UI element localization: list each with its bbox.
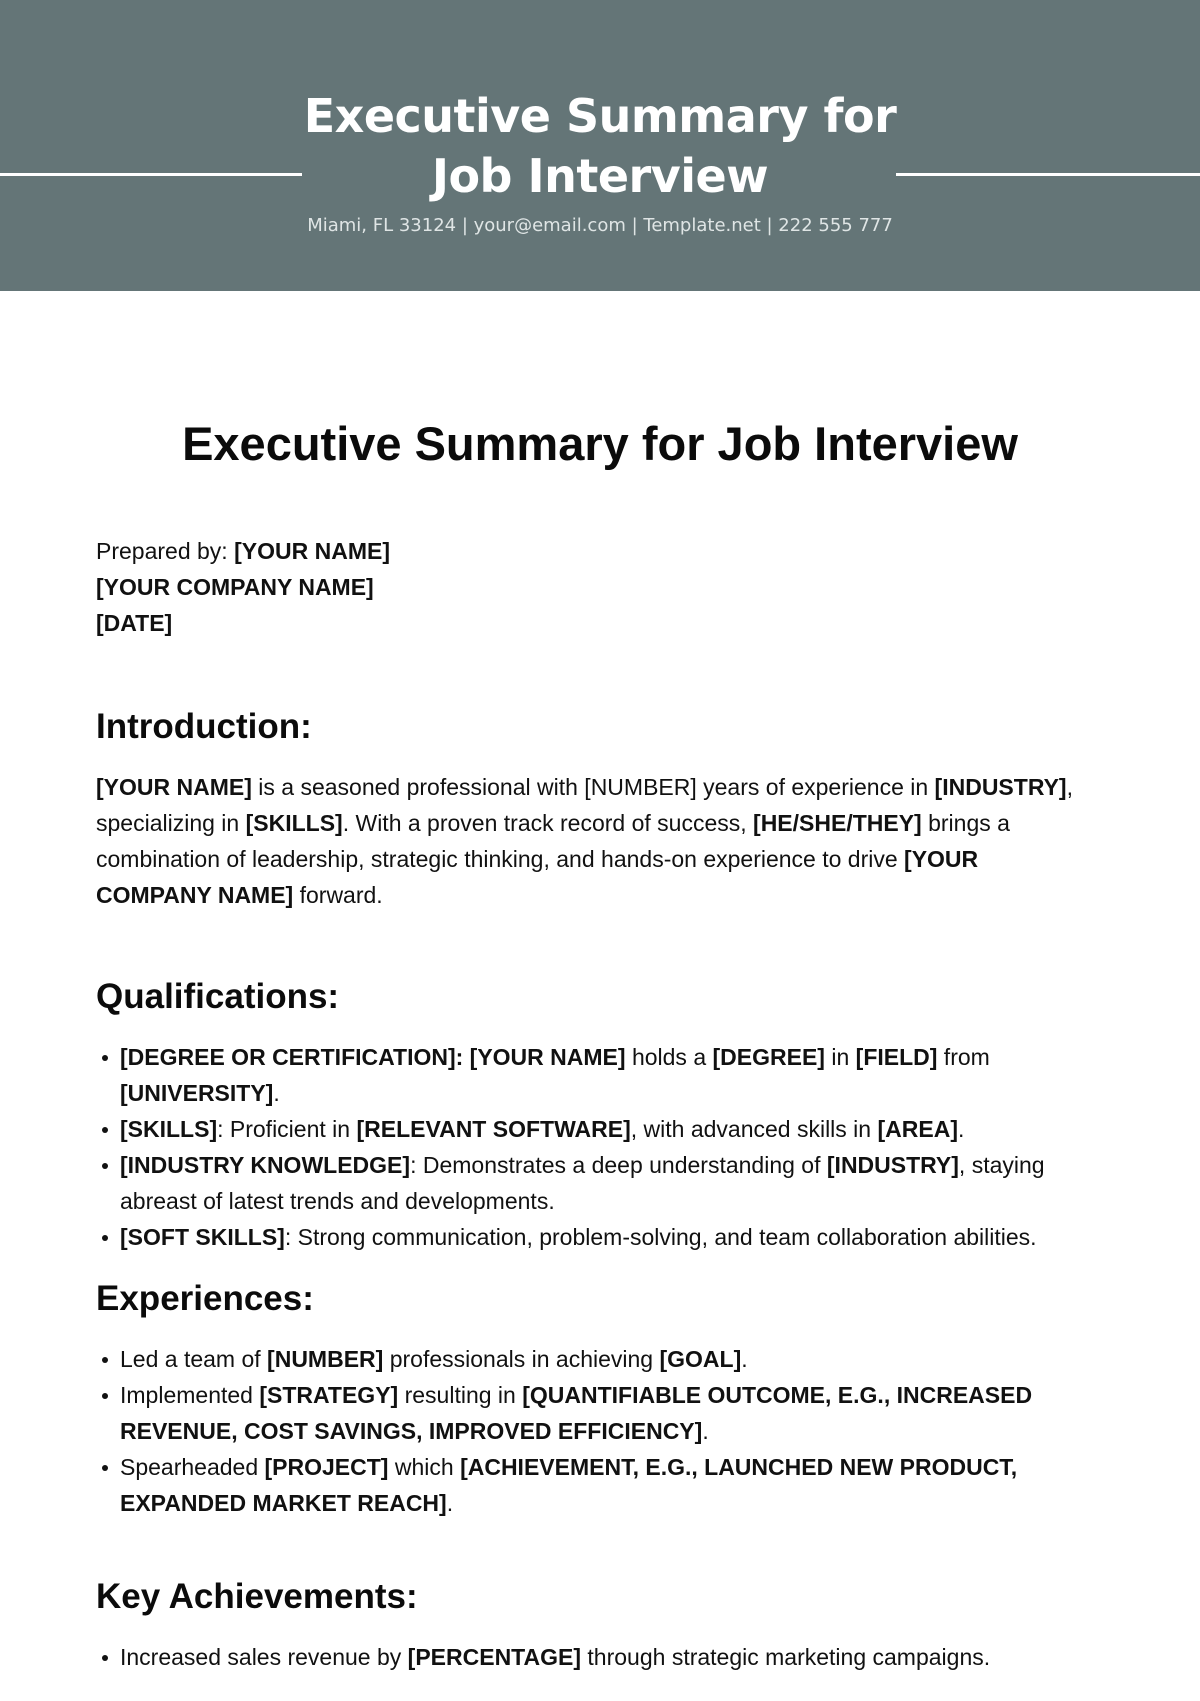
body-text: , staying abreast of latest trends and developments. (120, 1152, 1045, 1214)
list-item (96, 1219, 1096, 1255)
qualifications-list (96, 1039, 1096, 1255)
placeholder-text: [SKILLS] (120, 1116, 218, 1142)
body-text: , specializing in (96, 774, 1073, 836)
body-text: Spearheaded (120, 1454, 265, 1480)
placeholder-text: [QUANTIFIABLE OUTCOME, E.G., INCREASED REVENUE, COST SAVINGS, IMPROVED EFFICIENCY] (120, 1382, 1033, 1444)
placeholder-text: [SKILLS] (245, 810, 343, 836)
placeholder-text: [FIELD] (855, 1044, 938, 1070)
body-text: holds a (625, 1044, 713, 1070)
prepared-by-block (96, 533, 1096, 641)
list-item (96, 1341, 1096, 1377)
placeholder-text: [NUMBER] (267, 1346, 384, 1372)
placeholder-text: [INDUSTRY KNOWLEDGE] (120, 1152, 411, 1178)
body-text: brings a combination of leadership, strategic thinking, and hands-on experience to drive (96, 810, 1010, 872)
body-text: , with advanced skills in (630, 1116, 878, 1142)
list-item (96, 1639, 1096, 1675)
body-text: : Strong communication, problem-solving, and team collaboration abilities. (284, 1224, 1037, 1250)
key-achievements-heading: Key Achievements: (96, 1577, 418, 1616)
placeholder-text: [PERCENTAGE] (407, 1644, 582, 1670)
header-title-line-1: Executive Summary for (303, 89, 897, 143)
header-title (300, 86, 900, 206)
body-text: professionals in achieving (383, 1346, 660, 1372)
experiences-heading: Experiences: (96, 1279, 314, 1318)
body-text: . (273, 1080, 280, 1106)
body-text: . (446, 1490, 454, 1516)
header-divider-right (896, 173, 1200, 176)
body-text: which (388, 1454, 461, 1480)
prepared-by-line (96, 533, 1096, 569)
placeholder-text: [PROJECT] (264, 1454, 389, 1480)
body-text: : Demonstrates a deep understanding of (410, 1152, 827, 1178)
date-line (96, 605, 1096, 641)
list-item (96, 1449, 1096, 1521)
placeholder-text: [DEGREE] (712, 1044, 825, 1070)
prepared-by-name: [YOUR NAME] (234, 538, 390, 564)
list-item (96, 1111, 1096, 1147)
body-text: . With a proven track record of success, (342, 810, 754, 836)
key-achievements-list (96, 1639, 1096, 1675)
placeholder-text: [STRATEGY] (259, 1382, 399, 1408)
body-text: Implemented (120, 1382, 260, 1408)
header-banner (0, 0, 1200, 291)
header-divider-left (0, 173, 302, 176)
body-text: in (824, 1044, 856, 1070)
body-text: Led a team of (120, 1346, 268, 1372)
placeholder-text: [ACHIEVEMENT, E.G., LAUNCHED NEW PRODUCT, EXPANDED MARKET REACH] (120, 1454, 1018, 1516)
placeholder-text: [UNIVERSITY] (120, 1080, 274, 1106)
body-text: Increased sales revenue by (120, 1644, 408, 1670)
body-text: through strategic marketing campaigns. (581, 1644, 991, 1670)
placeholder-text: [AREA] (877, 1116, 958, 1142)
body-text: . (741, 1346, 748, 1372)
placeholder-text: [INDUSTRY] (826, 1152, 959, 1178)
prepared-by-label: Prepared by: (96, 538, 235, 564)
document-title: Executive Summary for Job Interview (182, 417, 1018, 470)
placeholder-text: [INDUSTRY] (934, 774, 1067, 800)
body-text: . (957, 1116, 965, 1142)
placeholder-text: [YOUR NAME] (96, 774, 252, 800)
placeholder-text: [RELEVANT SOFTWARE] (356, 1116, 631, 1142)
list-item (96, 1039, 1096, 1111)
introduction-paragraph (96, 769, 1096, 913)
qualifications-heading: Qualifications: (96, 977, 340, 1016)
body-text: from (937, 1044, 990, 1070)
body-text: forward. (293, 882, 383, 908)
header-contact-info: Miami, FL 33124 | your@email.com | Template.net | 222 555 777 (307, 215, 893, 236)
company-name: [YOUR COMPANY NAME] (96, 574, 374, 600)
list-item (96, 1377, 1096, 1449)
placeholder-text: [SOFT SKILLS] (120, 1224, 285, 1250)
placeholder-text: [YOUR COMPANY NAME] (96, 846, 979, 908)
experiences-list (96, 1341, 1096, 1521)
body-text: : Proficient in (217, 1116, 357, 1142)
placeholder-text: [DEGREE OR CERTIFICATION]: [YOUR NAME] (120, 1044, 626, 1070)
body-text: resulting in (398, 1382, 523, 1408)
list-item (96, 1147, 1096, 1219)
header-title-line-2: Job Interview (431, 149, 769, 203)
placeholder-text: [GOAL] (659, 1346, 742, 1372)
document-date: [DATE] (96, 610, 173, 636)
company-name-line (96, 569, 1096, 605)
document-body (96, 533, 1096, 1675)
placeholder-text: [HE/SHE/THEY] (753, 810, 922, 836)
body-text: . (702, 1418, 709, 1444)
introduction-heading: Introduction: (96, 707, 312, 746)
body-text: is a seasoned professional with [NUMBER] years of experience in (251, 774, 935, 800)
